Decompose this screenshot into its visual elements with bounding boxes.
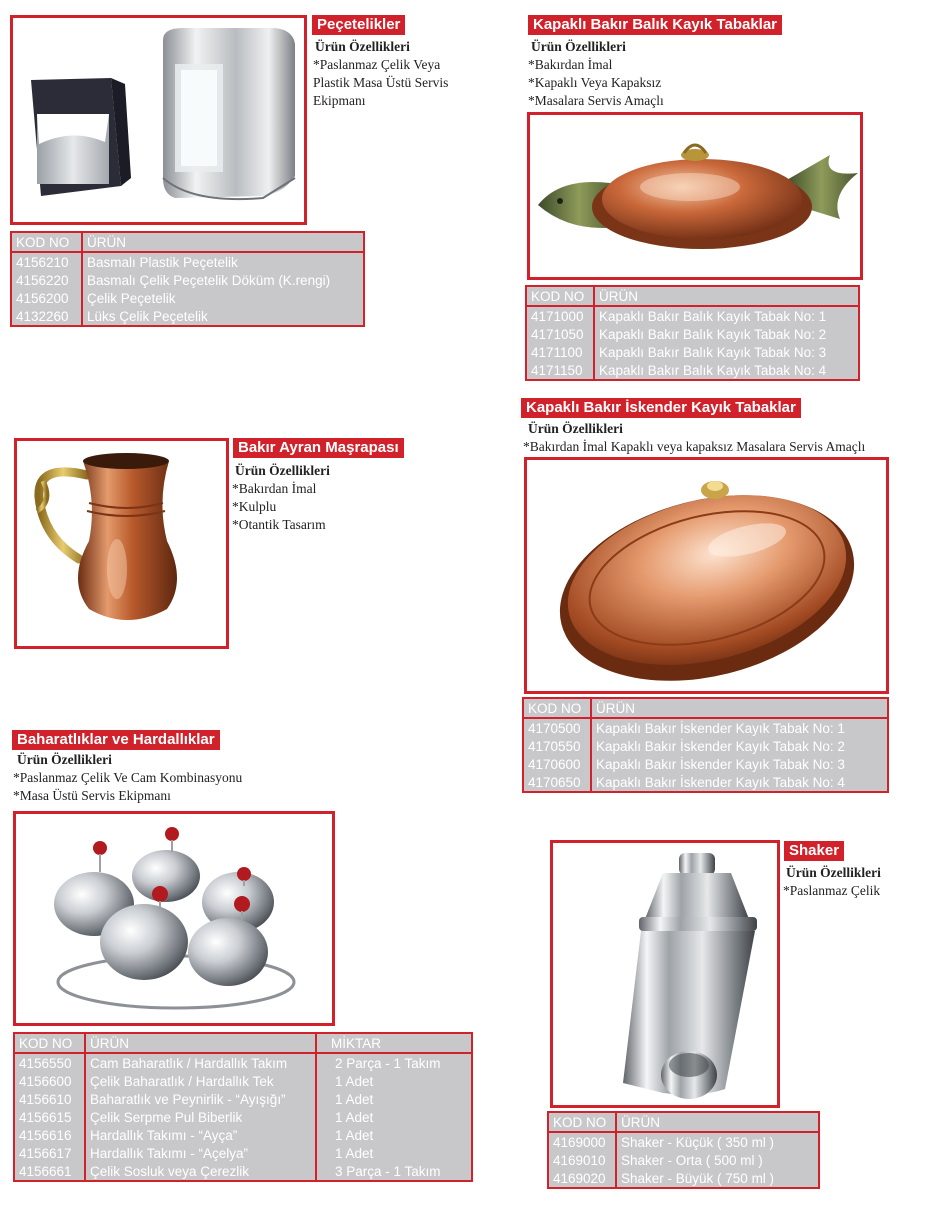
product-code: 4156600 [14,1072,85,1090]
balik-photo-frame [527,112,863,280]
features-heading: Ürün Özellikleri [17,752,112,767]
table-row [523,737,888,755]
table-row [523,773,888,792]
product-name: Shaker - Orta ( 500 ml ) [621,1152,763,1168]
table-row [548,1151,819,1169]
product-code: 4156616 [14,1126,85,1144]
product-name: Kapaklı Bakır İskender Kayık Tabak No: 2 [596,738,845,754]
shaker-product-table [547,1111,820,1189]
column-header-code: KOD NO [526,286,594,306]
feature-line: *Bakırdan İmal [528,57,613,72]
product-quantity: 1 Adet [335,1145,374,1161]
table-row [523,718,888,737]
ayran-title: Bakır Ayran Maşrapası [233,438,404,458]
table-header-row [14,1033,472,1053]
shaker-title: Shaker [784,841,844,861]
features-heading: Ürün Özellikleri [235,463,330,478]
feature-line: *Paslanmaz Çelik [783,883,881,898]
column-header-code: KOD NO [548,1112,616,1132]
feature-line: *Masa Üstü Servis Ekipmanı [13,788,171,803]
balik-product-table [525,285,860,381]
feature-line: *Otantik Tasarım [232,517,326,532]
pecetelik-product-table [10,231,365,327]
iskender-product-table [522,697,889,793]
table-row [526,361,859,380]
table-header-row [526,286,859,306]
table-row [526,343,859,361]
feature-line: *Paslanmaz Çelik Veya [313,57,441,72]
product-code: 4170650 [523,773,591,792]
product-name: Kapaklı Bakır İskender Kayık Tabak No: 3 [596,756,845,772]
pecetelikler-features [313,38,448,110]
copper-mug-image [17,441,226,646]
column-header-product: ÜRÜN [82,232,364,252]
product-name: Kapaklı Bakır Balık Kayık Tabak No: 1 [599,308,827,324]
product-name: Lüks Çelik Peçetelik [87,308,208,324]
table-row [526,325,859,343]
product-code: 4132260 [11,307,82,326]
baharat-title: Baharatlıklar ve Hardallıklar [12,730,220,750]
product-name: Shaker - Büyük ( 750 ml ) [621,1170,775,1186]
column-header-product: ÜRÜN [591,698,888,718]
features-heading: Ürün Özellikleri [315,39,410,54]
product-name: Kapaklı Bakır İskender Kayık Tabak No: 4 [596,774,845,790]
features-heading: Ürün Özellikleri [786,865,881,880]
table-row [523,755,888,773]
ayran-features [232,462,330,534]
table-header-row [548,1112,819,1132]
table-row [11,307,364,326]
iskender-features [523,420,865,456]
table-row [14,1144,472,1162]
shaker-features [783,864,881,900]
product-code: 4171050 [526,325,594,343]
product-name: Çelik Serpme Pul Biberlik [85,1108,316,1126]
baharat-photo-frame [13,811,335,1026]
table-row [14,1090,472,1108]
product-code: 4171150 [526,361,594,380]
baharat-product-table [13,1032,473,1182]
product-code: 4156610 [14,1090,85,1108]
product-name: Çelik Peçetelik [87,290,176,306]
baharat-features [13,751,242,805]
iskender-photo-frame [524,457,889,694]
product-code: 4156661 [14,1162,85,1181]
table-header-row [523,698,888,718]
feature-line: *Kulplu [232,499,277,514]
column-header-product: ÜRÜN [616,1112,819,1132]
product-name: Basmalı Çelik Peçetelik Döküm (K.rengi) [87,272,331,288]
cocktail-shaker-image [553,843,777,1105]
column-header-code: KOD NO [14,1033,85,1053]
feature-line: *Bakırdan İmal Kapaklı veya kapaksız Masalara Servis Amaçlı [523,439,866,454]
product-code: 4156220 [11,271,82,289]
table-row [11,289,364,307]
ayran-photo-frame [14,438,229,649]
product-code: 4170600 [523,755,591,773]
product-name: Basmalı Plastik Peçetelik [87,254,238,270]
column-header-quantity: MİKTAR [316,1033,472,1053]
product-quantity: 2 Parça - 1 Takım [335,1055,441,1071]
feature-line: *Paslanmaz Çelik Ve Cam Kombinasyonu [13,770,243,785]
balik-features [528,38,664,110]
table-header-row [11,232,364,252]
features-heading: Ürün Özellikleri [531,39,626,54]
shaker-photo-frame [550,840,780,1108]
copper-fish-dish-image [530,115,860,277]
table-row [14,1053,472,1072]
product-quantity: 1 Adet [335,1109,374,1125]
product-name: Kapaklı Bakır Balık Kayık Tabak No: 2 [599,326,827,342]
product-name: Çelik Baharatlık / Hardallık Tek [85,1072,316,1090]
product-code: 4171100 [526,343,594,361]
product-name: Çelik Sosluk veya Çerezlik [85,1162,316,1181]
table-row [526,306,859,325]
feature-line: Plastik Masa Üstü Servis [313,75,449,90]
product-name: Cam Baharatlık / Hardallık Takım [85,1053,316,1072]
product-code: 4170500 [523,718,591,737]
napkin-holder-image [13,18,304,222]
pecetelik-photo-frame [10,15,307,225]
product-quantity: 3 Parça - 1 Takım [335,1163,441,1179]
product-quantity: 1 Adet [335,1073,374,1089]
pecetelikler-title: Peçetelikler [312,15,405,35]
product-quantity: 1 Adet [335,1091,374,1107]
table-row [548,1132,819,1151]
product-code: 4156200 [11,289,82,307]
product-name: Hardallık Takımı - “Ayça” [85,1126,316,1144]
product-quantity: 1 Adet [335,1127,374,1143]
table-row [14,1126,472,1144]
column-header-code: KOD NO [11,232,82,252]
column-header-product: ÜRÜN [85,1033,316,1053]
product-code: 4171000 [526,306,594,325]
table-row [11,271,364,289]
product-name: Kapaklı Bakır Balık Kayık Tabak No: 4 [599,362,827,378]
product-name: Kapaklı Bakır Balık Kayık Tabak No: 3 [599,344,827,360]
product-code: 4169000 [548,1132,616,1151]
product-name: Kapaklı Bakır İskender Kayık Tabak No: 1 [596,720,845,736]
feature-line: *Kapaklı Veya Kapaksız [528,75,662,90]
product-code: 4156615 [14,1108,85,1126]
table-row [11,252,364,271]
feature-line: *Bakırdan İmal [232,481,317,496]
copper-iskender-dish-image [527,460,886,691]
spice-set-image [16,814,332,1023]
product-name: Hardallık Takımı - “Açelya” [85,1144,316,1162]
table-row [548,1169,819,1188]
iskender-tabak-title: Kapaklı Bakır İskender Kayık Tabaklar [521,398,801,418]
product-code: 4156210 [11,252,82,271]
feature-line: *Masalara Servis Amaçlı [528,93,664,108]
product-code: 4169020 [548,1169,616,1188]
product-code: 4156550 [14,1053,85,1072]
product-code: 4170550 [523,737,591,755]
table-row [14,1072,472,1090]
table-row [14,1162,472,1181]
balik-tabak-title: Kapaklı Bakır Balık Kayık Tabaklar [528,15,782,35]
column-header-code: KOD NO [523,698,591,718]
table-row [14,1108,472,1126]
feature-line: Ekipmanı [313,93,366,108]
product-name: Shaker - Küçük ( 350 ml ) [621,1134,775,1150]
product-code: 4156617 [14,1144,85,1162]
features-heading: Ürün Özellikleri [528,421,623,436]
product-code: 4169010 [548,1151,616,1169]
column-header-product: ÜRÜN [594,286,859,306]
product-name: Baharatlık ve Peynirlik - “Ayışığı” [85,1090,316,1108]
